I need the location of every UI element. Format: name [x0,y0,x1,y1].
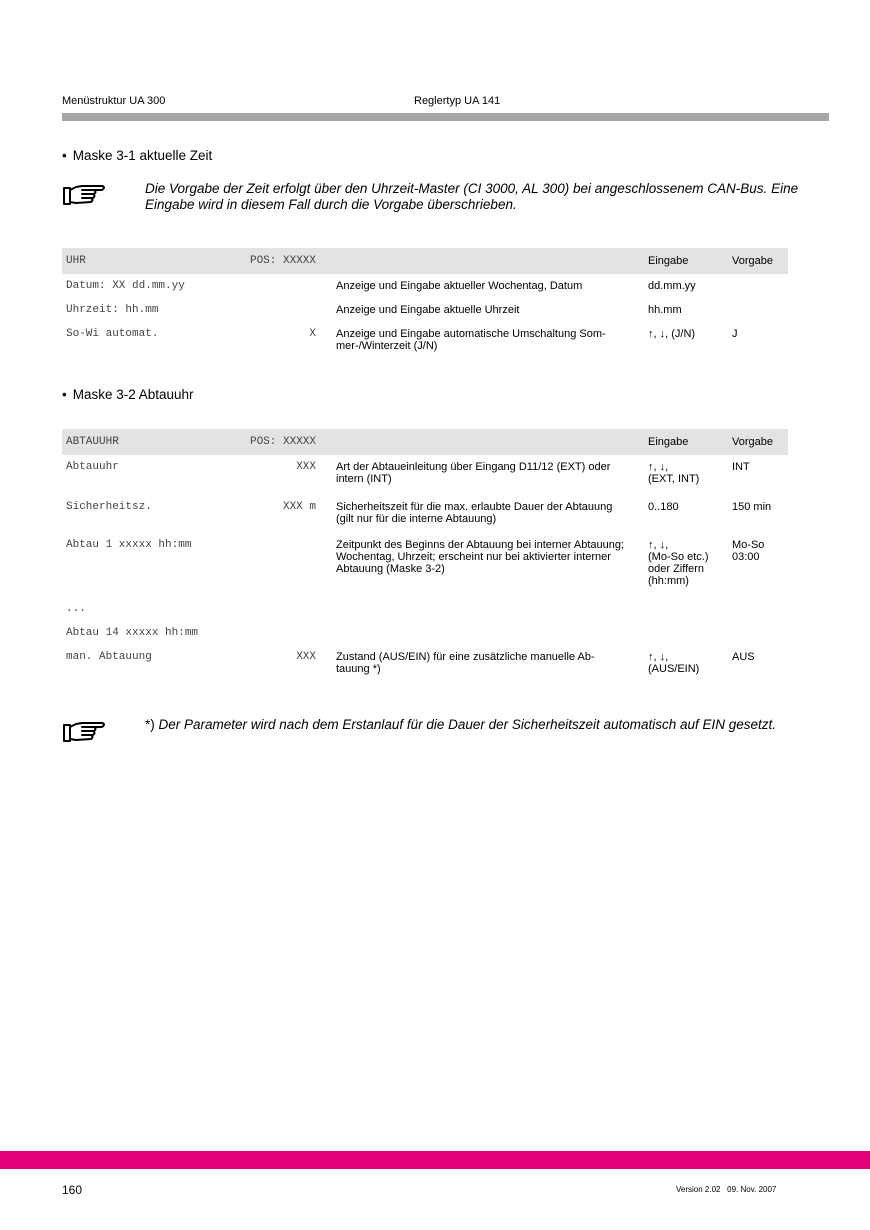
row-desc: Zeitpunkt des Beginns der Abtauung bei interner Abtauung; Wochentag, Uhrzeit; erscheint nur bei aktivierter interner Abtauung (Maske 3-2) [336,539,625,575]
row-pos [226,539,336,603]
row-default [732,304,788,328]
table-row [62,627,788,651]
header-center: Reglertyp UA 141 [414,95,501,107]
table-header-row [62,429,788,455]
row-input: 0..180 [648,501,679,513]
row-desc: Anzeige und Eingabe automatische Umschaltung Som- mer-/Winterzeit (J/N) [336,328,606,352]
row-input: ↑, ↓, (J/N) [648,328,696,340]
row-desc: Anzeige und Eingabe aktueller Wochentag, Datum [336,280,583,292]
row-desc: Sicherheitszeit für die max. erlaubte Dauer der Abtauung (gilt nur für die interne Abtauung) [336,501,613,525]
row-input: ↑, ↓, (Mo-So etc.) oder Ziffern (hh:mm) [648,539,709,587]
table-row [62,603,788,627]
row-desc: Zustand (AUS/EIN) für eine zusätzliche manuelle Ab- tauung *) [336,651,595,675]
row-desc [336,603,646,627]
header-input: Eingabe [646,429,732,455]
header-pos: POS: XXXXX [226,429,336,455]
row-name: Abtauuhr [66,461,119,473]
page-number: 160 [62,1183,83,1197]
row-name: Abtau 1 xxxxx hh:mm [66,539,192,551]
row-pos [226,280,336,304]
row-default: AUS [732,651,755,663]
table-row [62,461,788,501]
row-name: Sicherheitsz. [66,501,152,513]
row-pos: XXX m [282,501,316,513]
header-default: Vorgabe [732,429,788,455]
header-desc [336,429,646,455]
row-name: Abtau 14 xxxxx hh:mm [66,627,199,639]
footer-bar [0,1151,870,1169]
row-default: Mo-So 03:00 [732,539,765,563]
header-divider [62,113,829,121]
row-default: J [732,328,738,340]
row-input [646,627,732,651]
header-input: Eingabe [646,248,732,274]
row-pos [226,627,336,651]
row-input: dd.mm.yy [648,280,696,292]
row-desc: Anzeige und Eingabe aktuelle Uhrzeit [336,304,520,316]
row-name: Uhrzeit: hh.mm [66,304,159,316]
table-row [62,539,788,603]
row-name: ... [66,603,86,615]
table-row [62,501,788,539]
row-pos [226,603,336,627]
row-default [732,280,788,304]
row-default: INT [732,461,750,473]
section-title-2: • Maske 3-2 Abtauuhr [62,387,194,402]
header-default: Vorgabe [732,248,788,274]
table-row [62,651,788,675]
pointing-hand-icon [62,183,108,209]
row-pos [226,304,336,328]
row-pos: XXX [296,651,316,663]
row-pos: XXX [296,461,316,473]
row-default: 150 min [732,501,772,513]
note-safety-time: *) Der Parameter wird nach dem Erstanlauf für die Dauer der Sicherheitszeit automatisch auf EIN gesetzt. [145,717,777,732]
row-default [732,603,788,627]
row-input [646,603,732,627]
row-name: So-Wi automat. [66,328,159,340]
row-name: man. Abtauung [66,651,152,663]
pointing-hand-icon [62,720,108,746]
row-input: ↑, ↓, (EXT, INT) [648,461,700,485]
row-desc: Art der Abtaueinleitung über Eingang D11/12 (EXT) oder intern (INT) [336,461,611,485]
header-name: ABTAUUHR [62,429,226,455]
row-name: Datum: XX dd.mm.yy [66,280,185,292]
table-row [62,304,788,328]
row-default [732,627,788,651]
row-desc [336,627,646,651]
row-pos: X [309,328,316,340]
header-name: UHR [62,248,226,274]
table-uhr [62,248,788,352]
header-desc [336,248,646,274]
section-title-1: • Maske 3-1 aktuelle Zeit [62,148,213,163]
header-left: Menüstruktur UA 300 [62,95,166,107]
table-row [62,280,788,304]
note-canbus: Die Vorgabe der Zeit erfolgt über den Uhrzeit-Master (CI 3000, AL 300) bei angeschlossenem CAN-Bus. Eine Eingabe wird in diesem Fall durch die Vorgabe überschrieben. [145,181,799,212]
table-abtauuhr [62,429,788,675]
table-row [62,328,788,352]
row-input: ↑, ↓, (AUS/EIN) [648,651,700,675]
version-info: Version 2.02 09. Nov. 2007 [676,1185,777,1194]
table-header-row [62,248,788,274]
header-pos: POS: XXXXX [226,248,336,274]
row-input: hh.mm [648,304,682,316]
